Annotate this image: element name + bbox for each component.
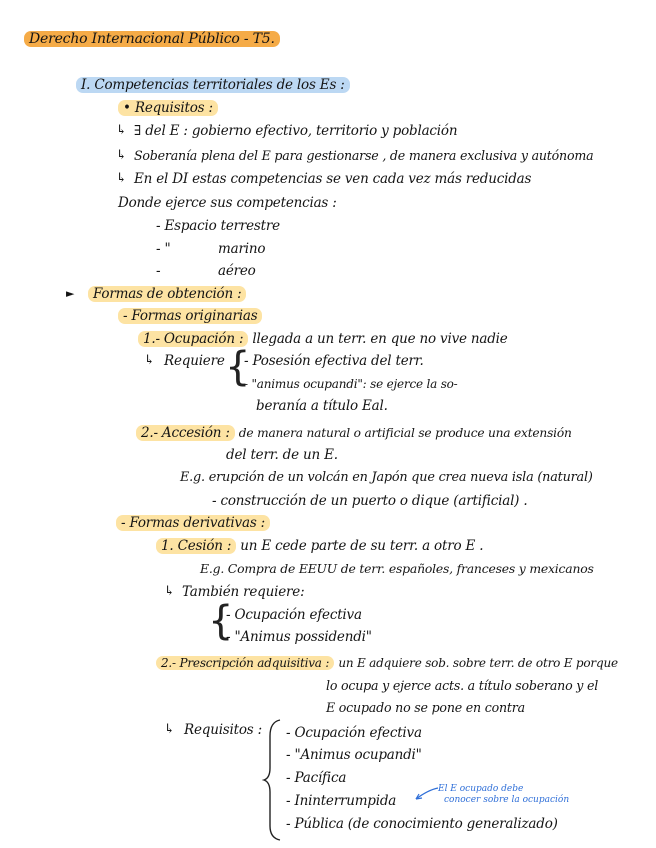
accesion-text: de manera natural o artificial se produce una extensión (238, 426, 572, 440)
cesion-label: 1. Cesión : (156, 538, 236, 554)
brace-icon: { (225, 344, 251, 390)
eg-text: - construcción de un puerto o dique (artificial) . (212, 493, 528, 509)
requisito-item: - Ininterrumpida (286, 793, 397, 809)
accesion-text-cont: del terr. de un E. (226, 447, 338, 463)
cesion-eg: E.g. Compra de EEUU de terr. españoles, franceses y mexicanos (200, 561, 594, 576)
prescripcion-text-cont: lo ocupa y ejerce acts. a título soberano y el (326, 678, 599, 693)
req-item: ∃ del E : gobierno efectivo, territorio y población (134, 123, 458, 139)
espacio-dash: - (156, 263, 161, 279)
espacio-ditto: - " (156, 241, 171, 257)
cesion-line (156, 537, 483, 555)
req-item: En el DI estas competencias se ven cada vez más reducidas (134, 171, 532, 187)
arrow-icon: ↳ (116, 148, 127, 163)
accesion-label: 2.- Accesión : (136, 425, 235, 441)
formas-heading (88, 285, 246, 303)
requisitos-label (118, 99, 218, 117)
requisito-item: - Pacífica (286, 770, 347, 786)
tambien-item: - Ocupación efectiva (226, 607, 362, 623)
originarias-label-text: - Formas originarias (118, 308, 262, 324)
derivativas-label-text: - Formas derivativas : (116, 515, 270, 531)
arrow-icon: ↳ (116, 171, 127, 186)
side-note-line: El E ocupado debe (438, 784, 524, 794)
bullet-arrow-icon: ► (66, 287, 75, 300)
prescripcion-line (156, 654, 618, 672)
requisitos-label-2: Requisitos : (184, 722, 262, 738)
requiere-label: Requiere (164, 353, 225, 369)
arrow-icon: ↳ (164, 722, 175, 737)
accesion-line (136, 424, 572, 442)
originarias-label (118, 307, 262, 325)
espacio-item: aéreo (218, 263, 256, 279)
requisitos-label-text: • Requisitos : (118, 100, 218, 116)
derivativas-label (116, 514, 270, 532)
title-highlight: Derecho Internacional Público - T5. (24, 31, 280, 47)
espacio-item: - Espacio terrestre (156, 218, 280, 234)
requisito-item: - "Animus ocupandi" (286, 747, 422, 763)
ocupacion-label: 1.- Ocupación : (138, 331, 248, 347)
prescripcion-text: un E adquiere sob. sobre terr. de otro E porque (338, 656, 618, 670)
brace-icon: { (208, 598, 234, 644)
ocupacion-line (138, 330, 508, 348)
requiere-item-cont: beranía a título Eal. (256, 398, 388, 414)
section-heading-text: I. Competencias territoriales de los Es : (76, 77, 350, 93)
eg-text: E.g. erupción de un volcán en Japón que crea nueva isla (natural) (180, 470, 593, 485)
big-brace-icon (262, 716, 284, 844)
cesion-text: un E cede parte de su terr. a otro E . (240, 538, 484, 554)
arrow-icon: ↳ (164, 584, 175, 599)
req-item: Soberanía plena del E para gestionarse , de manera exclusiva y autónoma (134, 148, 594, 163)
arrow-icon: ↳ (116, 123, 127, 138)
side-note-line: conocer sobre la ocupación (444, 795, 570, 805)
prescripcion-text-cont: E ocupado no se pone en contra (326, 700, 525, 715)
prescripcion-label: 2.- Prescripción adquisitiva : (156, 656, 334, 670)
formas-heading-text: Formas de obtención : (88, 286, 246, 302)
tambien-item: - "Animus possidendi" (226, 629, 372, 645)
arrow-icon: ↳ (144, 353, 155, 368)
donde-text: Donde ejerce sus competencias : (118, 195, 337, 211)
requiere-item: - Posesión efectiva del terr. (244, 353, 424, 369)
tambien-label: También requiere: (182, 584, 305, 600)
requisito-item: - Ocupación efectiva (286, 725, 422, 741)
requiere-item: - "animus ocupandi": se ejerce la so- (244, 377, 458, 391)
section-heading (76, 76, 350, 94)
espacio-item: marino (218, 241, 266, 257)
requisito-item: - Pública (de conocimiento generalizado) (286, 816, 558, 832)
ocupacion-text: llegada a un terr. en que no vive nadie (252, 331, 508, 347)
page-title (24, 30, 280, 48)
